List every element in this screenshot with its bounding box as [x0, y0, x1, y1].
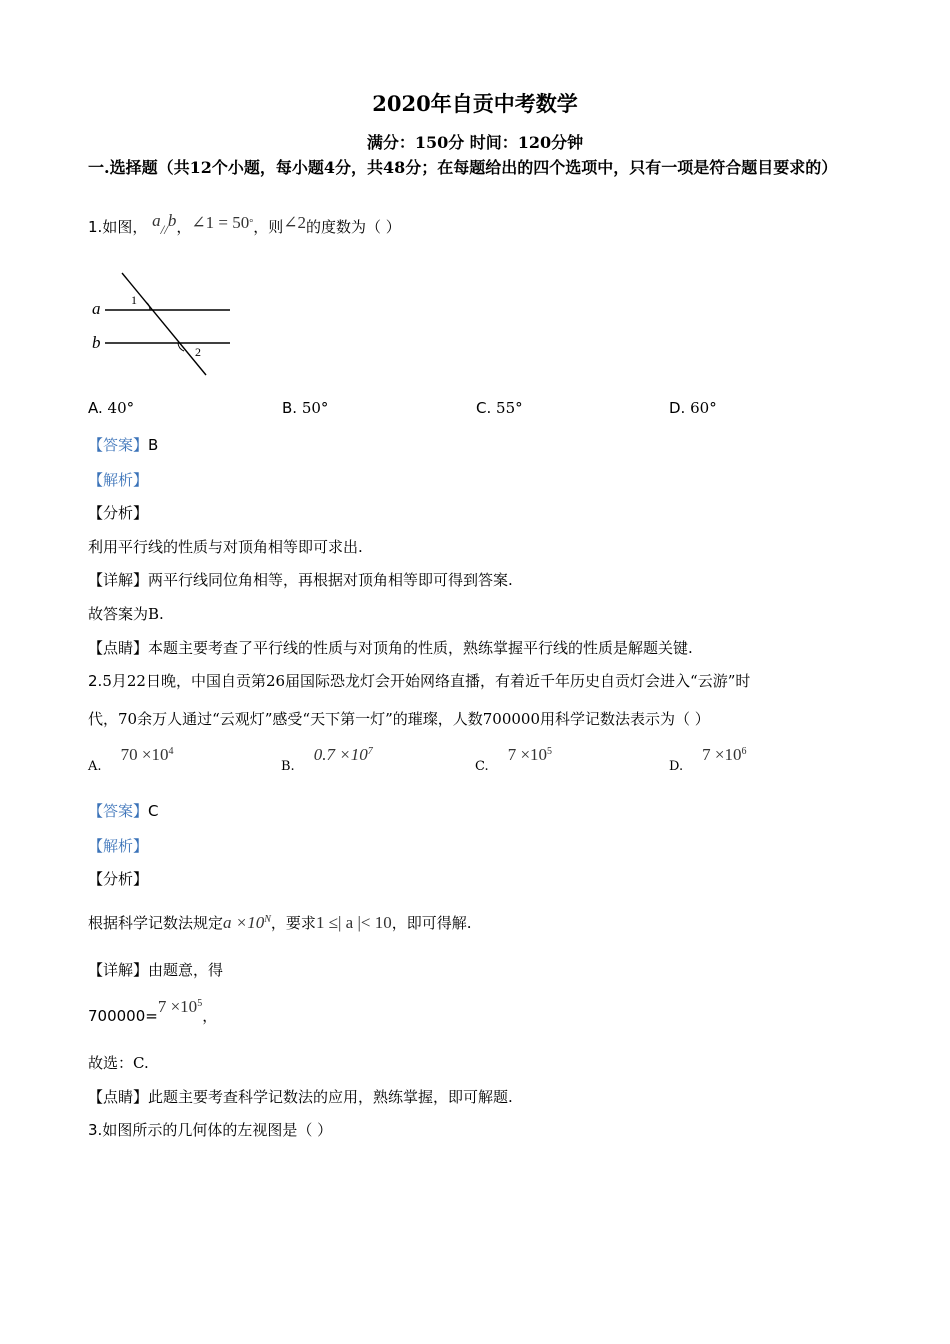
- q1-fenxi-heading: 【分析】: [88, 504, 149, 522]
- question-number: 1.: [88, 218, 103, 236]
- q1-option-a: A. 40°: [88, 399, 135, 417]
- q2-option-d: D. $7 \times 10^6$: [669, 745, 747, 774]
- page-title: 2020年自贡中考数学: [372, 91, 578, 116]
- q2-detail: 【详解】由题意，得: [88, 961, 224, 979]
- label-b: b: [92, 333, 101, 352]
- q2-equation: $700000=7 \times 10^5$，: [88, 997, 218, 1025]
- q1-comment: 【点睛】本题主要考查了平行线的性质与对顶角的性质，熟练掌握平行线的性质是解题关键.: [88, 639, 693, 657]
- parallel-symbol: //: [160, 222, 168, 237]
- q1-detail: 【详解】两平行线同位角相等，再根据对顶角相等即可得到答案.: [88, 571, 513, 589]
- q2-option-b: B. $0.7 \times 10^7$: [281, 745, 373, 774]
- q1-analysis-heading: 【解析】: [88, 471, 149, 489]
- q2-answer: 【答案】C: [88, 802, 159, 820]
- transversal-line: [122, 273, 206, 375]
- question-1-stem: [88, 211, 401, 237]
- q1-option-b: B. 50°: [282, 399, 329, 417]
- q2-comment: 【点睛】此题主要考查科学记数法的应用，熟练掌握，即可解题.: [88, 1088, 513, 1106]
- q2-option-c: C. $7 \times 10^5$: [475, 745, 553, 774]
- angle-1-expression: ∠1 = 50: [191, 213, 250, 232]
- degree-symbol: °: [249, 218, 254, 229]
- label-angle-2: 2: [195, 345, 201, 359]
- q2-option-a: A. $70 \times 10^4$: [88, 745, 174, 774]
- q2-fenxi-text: 根据科学记数法规定$a \times 10^N$，要求1 ≤| a |< 10，即可得解.: [88, 913, 472, 932]
- q1-conclusion: 故答案为B.: [88, 605, 164, 623]
- q1-post: 的度数为（ ）: [305, 218, 401, 236]
- q1-fenxi-text: 利用平行线的性质与对顶角相等即可求出.: [88, 538, 363, 556]
- q1-mid: ，则: [253, 218, 284, 236]
- question-2-stem-line-1: 2.5月22日晚，中国自贡第26届国际恐龙灯会开始网络直播，有着近千年历史自贡灯会进入“云游”时: [88, 672, 751, 690]
- question-2-stem-line-2: 代，70余万人通过“云观灯”感受“天下第一灯”的璀璨，人数700000用科学记数法表示为（ ）: [88, 710, 710, 728]
- angle-2-expression: ∠2: [283, 213, 306, 232]
- q1-option-c: C. 55°: [476, 399, 523, 417]
- parallel-lines-figure: [88, 268, 238, 380]
- label-a: a: [92, 299, 101, 318]
- q2-fenxi-heading: 【分析】: [88, 870, 149, 888]
- question-number: 2.: [88, 672, 103, 690]
- q1-comma: ，: [176, 218, 192, 236]
- question-3-stem: 3.如图所示的几何体的左视图是（ ）: [88, 1121, 333, 1139]
- line-b-symbol: b: [167, 211, 177, 230]
- section-heading: 一.选择题（共12个小题，每小题4分，共48分；在每题给出的四个选项中，只有一项是符合题目要求的）: [88, 158, 838, 177]
- exam-info: 满分：150分 时间：120分钟: [366, 133, 584, 152]
- q2-analysis-heading: 【解析】: [88, 837, 149, 855]
- q2-conclusion: 故选：C.: [88, 1054, 149, 1072]
- q1-option-d: D. 60°: [669, 399, 717, 417]
- label-angle-1: 1: [131, 293, 137, 307]
- q1-answer: 【答案】B: [88, 436, 159, 454]
- line-a-symbol: a: [152, 211, 161, 230]
- question-number: 3.: [88, 1121, 103, 1139]
- q1-pre: 如图，: [102, 218, 148, 236]
